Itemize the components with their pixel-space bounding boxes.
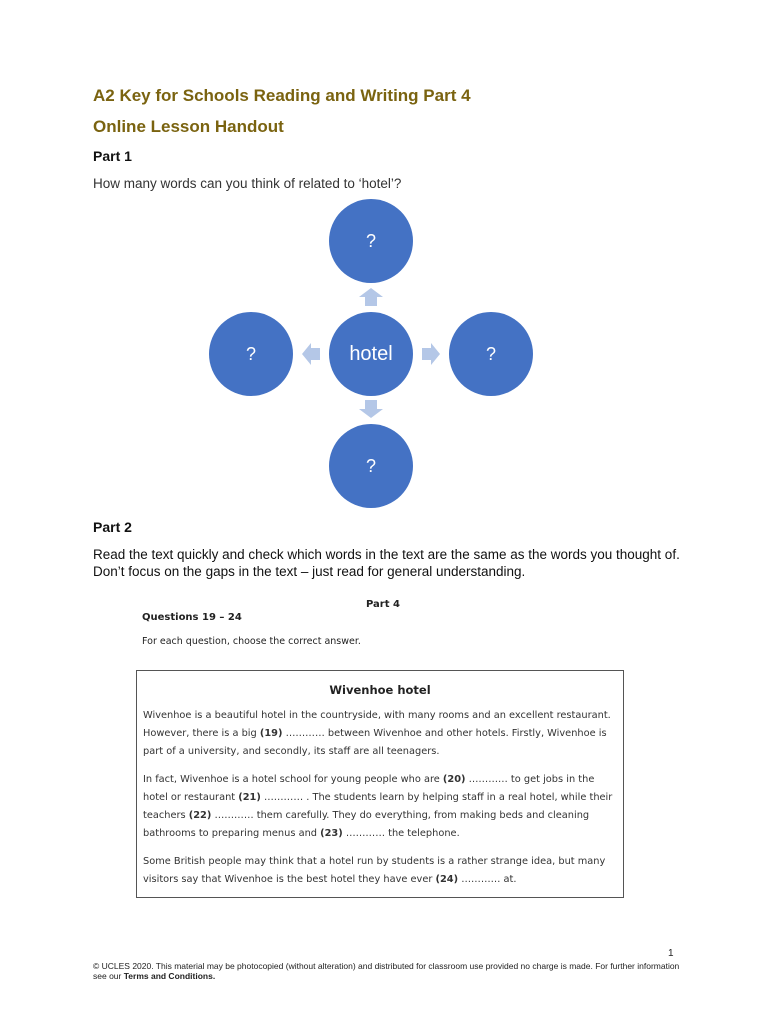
- gap-20: (20): [442, 774, 466, 785]
- page-number: 1: [668, 948, 674, 959]
- word-circle-top: ?: [329, 199, 413, 283]
- part2-instruction: Read the text quickly and check which words in the text are the same as the words you thought of. Don’t focus on the gaps in the text – just read for general understanding.: [93, 547, 680, 579]
- word-circle-bottom: ?: [329, 424, 413, 508]
- gap-24: (24): [435, 874, 459, 885]
- text-span: ………… . The students learn by helping staff in a real hotel, while their teachers: [143, 792, 613, 821]
- text-span: Some British people may think that a hotel run by students is a rather strange idea, but many visitors say that Wivenhoe is the best hotel they have ever: [143, 856, 606, 885]
- gap-19: (19): [259, 728, 283, 739]
- document-subtitle: Online Lesson Handout: [93, 117, 284, 136]
- reading-text-title: Wivenhoe hotel: [329, 683, 431, 697]
- text-span: ………… them carefully. They do everything, from making beds and cleaning bathrooms to preparing menus and: [143, 810, 590, 839]
- gap-21: (21): [238, 792, 261, 803]
- document-title: A2 Key for Schools Reading and Writing Part 4: [93, 86, 471, 105]
- part2-heading: Part 2: [93, 519, 132, 535]
- exam-part-label: Part 4: [366, 599, 400, 610]
- exam-questions-label: Questions 19 – 24: [142, 612, 242, 623]
- reading-paragraph-1: [143, 707, 621, 761]
- part1-heading: Part 1: [93, 148, 132, 164]
- word-circle-left: ?: [209, 312, 293, 396]
- text-span: ………… to get jobs in the hotel or restaurant: [143, 774, 595, 803]
- text-span: ………… at.: [458, 874, 517, 885]
- gap-23: (23): [320, 828, 343, 839]
- arrow-left-icon: [302, 343, 320, 365]
- reading-paragraph-3: [143, 853, 621, 889]
- text-span: In fact, Wivenhoe is a hotel school for young people who are: [143, 774, 443, 785]
- exam-instruction: For each question, choose the correct answer.: [142, 636, 361, 647]
- reading-text-box: [136, 670, 624, 898]
- text-span: Wivenhoe is a beautiful hotel in the countryside, with many rooms and an excellent restaurant. However, there is a big: [143, 710, 611, 739]
- arrow-right-icon: [422, 343, 440, 365]
- gap-22: (22): [188, 810, 212, 821]
- terms-link[interactable]: Terms and Conditions.: [123, 971, 216, 981]
- part1-question: How many words can you think of related to ‘hotel’?: [93, 176, 402, 191]
- footer-text: © UCLES 2020. This material may be photocopied (without alteration) and distributed for classroom use provided no charge is made. For further information see our: [93, 961, 680, 981]
- word-circle-right: ?: [449, 312, 533, 396]
- arrow-up-icon: [359, 288, 383, 306]
- copyright-footer: [93, 961, 683, 981]
- reading-paragraph-2: [143, 771, 621, 843]
- arrow-down-icon: [359, 400, 383, 418]
- text-span: ………… the telephone.: [342, 828, 460, 839]
- word-circle-center: hotel: [329, 312, 413, 396]
- text-span: ………… between Wivenhoe and other hotels. Firstly, Wivenhoe is part of a university, and secondly, its staff are all teenagers.: [143, 728, 607, 757]
